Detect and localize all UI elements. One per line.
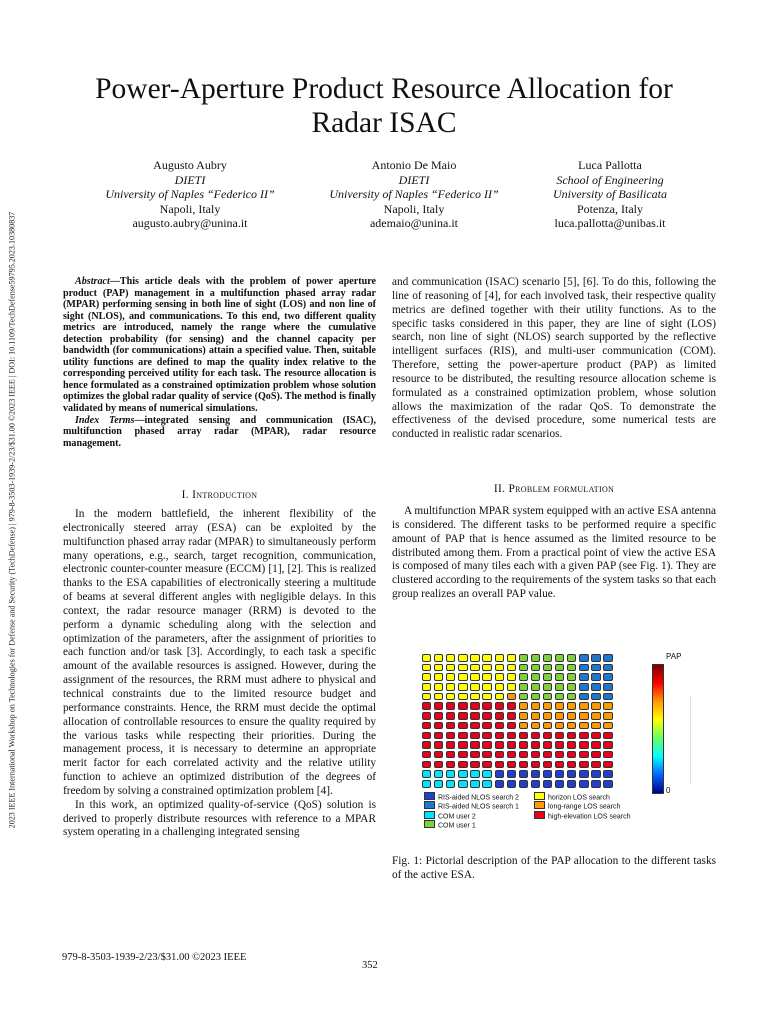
section-2-body	[392, 505, 716, 602]
esa-tile	[446, 770, 455, 778]
esa-tile	[495, 702, 504, 710]
esa-tile	[555, 761, 564, 769]
esa-tile	[543, 683, 552, 691]
figure-1-caption: Fig. 1: Pictorial description of the PAP allocation to the different tasks of the active ESA.	[392, 855, 716, 881]
esa-tile	[555, 683, 564, 691]
section-1-para-1: In the modern battlefield, the inherent flexibility of the electronically steered array (ESA) can be exploited by the multifunction phased array radar (MPAR) to simultaneously perform many operations, e.g., search, target recognition, communication, electronic counter-counter measure (ECCM) [1], [2]. This is realized thanks to the ESA capabilities of electronically steering a multitude of beams at several different angles with negligible delays. In this context, the radar resource manager (RRM) is devoted to the perform a dynamic scheduling along with the selection and optimization of the parameters, after the assignment of priorities to each function and/or task [3]. Accordingly, to each task a specific amount of the available resources is assigned. However, during the assignment of the resources, the RRM must adhere to physical and technical constraints due to the limited resource budget and performance constraints. Hence, the RRM must decide the optimal allocation of controllable resources to ensure the quality required by the various tasks while respecting their priorities. During the management process, it is necessary to determine an appropriate merit factor for each correlated activity and the relative utility function to achieve an optimized distribution of the degrees of freedom by solving a constrained optimization problem [4].	[63, 508, 376, 797]
esa-tile	[531, 693, 540, 701]
esa-tile	[458, 732, 467, 740]
author-name: Antonio De Maio	[371, 158, 457, 172]
esa-tile	[495, 693, 504, 701]
esa-tile	[434, 732, 443, 740]
esa-tile	[482, 732, 491, 740]
esa-tile	[591, 712, 600, 720]
doi-sidebar	[2, 140, 22, 900]
esa-tile	[579, 741, 588, 749]
author-city: Potenza, Italy	[577, 201, 643, 216]
esa-tile	[507, 770, 516, 778]
esa-tile	[555, 664, 564, 672]
esa-tile	[470, 673, 479, 681]
esa-tile	[446, 664, 455, 672]
esa-tile	[458, 664, 467, 672]
esa-tile	[434, 712, 443, 720]
esa-tile	[507, 732, 516, 740]
esa-tile	[446, 741, 455, 749]
esa-tile	[507, 751, 516, 759]
esa-tile	[458, 741, 467, 749]
author-email[interactable]: ademaio@unina.it	[369, 216, 459, 231]
colorbar	[652, 664, 664, 794]
author-name: Augusto Aubry	[153, 158, 227, 172]
esa-tile	[507, 673, 516, 681]
esa-tile	[446, 683, 455, 691]
author-block-3	[495, 158, 725, 231]
esa-tile	[579, 654, 588, 662]
abstract-text: —This article deals with the problem of power aperture product (PAP) management in a multifunction phased array radar (MPAR) performing sensing in both line of sight (LOS) and non line of sight (NLOS), and communications. To this end, two different quality metrics are introduced, namely the range where the cumulative detection probability (for sensing) and the channel capacity per bandwidth (for communications) attain a specified value. Then, suitable utility functions are defined to map the quality index relative to the corresponding perceived utility for each task. The resource allocation is hence formulated as a constrained optimization problem whose solution optimizes the global radar quality of service (QoS). The method is finally validated by means of numerical simulations.	[63, 276, 376, 415]
esa-tile	[507, 654, 516, 662]
legend-swatch	[424, 820, 435, 828]
esa-tile	[495, 722, 504, 730]
esa-tile	[531, 780, 540, 788]
esa-tile	[470, 751, 479, 759]
esa-tile	[495, 654, 504, 662]
esa-tile	[470, 722, 479, 730]
esa-tile	[603, 741, 612, 749]
esa-tile	[543, 751, 552, 759]
section-1-body	[63, 508, 376, 840]
tile-grid	[422, 654, 616, 790]
esa-tile	[482, 751, 491, 759]
esa-tile	[482, 664, 491, 672]
esa-tile	[567, 741, 576, 749]
esa-tile	[519, 780, 528, 788]
author-univ: University of Basilicata	[553, 187, 667, 202]
legend-label: COM user 2	[438, 813, 476, 821]
esa-tile	[591, 751, 600, 759]
esa-tile	[482, 741, 491, 749]
esa-tile	[446, 673, 455, 681]
esa-tile	[603, 780, 612, 788]
esa-tile	[531, 761, 540, 769]
esa-tile	[603, 761, 612, 769]
esa-tile	[567, 673, 576, 681]
esa-tile	[519, 732, 528, 740]
esa-tile	[591, 683, 600, 691]
esa-tile	[531, 751, 540, 759]
legend-label: high-elevation LOS search	[548, 813, 631, 821]
esa-tile	[507, 702, 516, 710]
index-terms-label: Index Terms	[75, 414, 135, 426]
esa-tile	[434, 654, 443, 662]
esa-tile	[555, 722, 564, 730]
esa-tile	[482, 702, 491, 710]
esa-tile	[519, 654, 528, 662]
author-dept: DIETI	[174, 172, 206, 187]
esa-tile	[543, 664, 552, 672]
esa-tile	[434, 702, 443, 710]
esa-tile	[458, 702, 467, 710]
esa-tile	[458, 751, 467, 759]
legend-swatch	[534, 792, 545, 800]
esa-tile	[543, 693, 552, 701]
esa-tile	[591, 693, 600, 701]
esa-tile	[422, 770, 431, 778]
doi-sidebar-text: 2023 IEEE International Workshop on Technologies for Defense and Security (TechDefense) | 979-8-3503-1939-2/23/$31.00 ©2023 IEEE | DOI: 10.1109/TechDefense59795.2023.10380837	[7, 211, 17, 829]
esa-tile	[482, 693, 491, 701]
esa-tile	[458, 693, 467, 701]
esa-tile	[434, 741, 443, 749]
esa-tile	[543, 673, 552, 681]
esa-tile	[579, 712, 588, 720]
esa-tile	[531, 683, 540, 691]
esa-tile	[531, 722, 540, 730]
esa-tile	[591, 732, 600, 740]
esa-tile	[531, 741, 540, 749]
esa-tile	[579, 664, 588, 672]
esa-tile	[567, 751, 576, 759]
esa-tile	[422, 654, 431, 662]
esa-tile	[567, 712, 576, 720]
esa-tile	[519, 751, 528, 759]
esa-tile	[446, 761, 455, 769]
author-dept: School of Engineering	[556, 172, 664, 187]
colorbar-title: PAP	[666, 652, 682, 661]
esa-tile	[555, 741, 564, 749]
esa-tile	[422, 702, 431, 710]
legend-item	[424, 820, 476, 831]
esa-tile	[482, 722, 491, 730]
esa-tile	[446, 712, 455, 720]
paper-title	[60, 72, 708, 140]
esa-tile	[507, 761, 516, 769]
abstract	[63, 276, 376, 449]
esa-tile	[422, 664, 431, 672]
esa-tile	[567, 683, 576, 691]
legend-swatch	[424, 792, 435, 800]
esa-tile	[446, 751, 455, 759]
abstract-label: Abstract	[75, 276, 110, 287]
esa-tile	[422, 712, 431, 720]
esa-tile	[567, 693, 576, 701]
author-email[interactable]: luca.pallotta@unibas.it	[554, 216, 666, 231]
section-1-para-2: In this work, an optimized quality-of-service (QoS) solution is derived to properly distribute resources with reference to a MPAR system operating in a challenging integrated sensing	[63, 798, 376, 839]
esa-tile	[422, 693, 431, 701]
esa-tile	[422, 722, 431, 730]
esa-tile	[579, 761, 588, 769]
esa-tile	[482, 780, 491, 788]
esa-tile	[579, 702, 588, 710]
esa-tile	[591, 702, 600, 710]
esa-tile	[507, 780, 516, 788]
esa-tile	[495, 732, 504, 740]
esa-tile	[543, 722, 552, 730]
esa-tile	[434, 751, 443, 759]
esa-tile	[519, 693, 528, 701]
esa-tile	[434, 673, 443, 681]
esa-tile	[495, 751, 504, 759]
esa-tile	[422, 683, 431, 691]
esa-tile	[458, 722, 467, 730]
esa-tile	[434, 683, 443, 691]
esa-tile	[495, 712, 504, 720]
esa-tile	[422, 751, 431, 759]
esa-tile	[507, 712, 516, 720]
esa-tile	[543, 780, 552, 788]
esa-tile	[470, 780, 479, 788]
esa-tile	[519, 722, 528, 730]
esa-tile	[555, 654, 564, 662]
esa-tile	[470, 664, 479, 672]
esa-tile	[579, 780, 588, 788]
esa-tile	[434, 780, 443, 788]
section-2-para-1: A multifunction MPAR system equipped with an active ESA antenna is considered. The different tasks to be performed require a specific amount of PAP that is hence assumed as the limited resource to be distributed among them. From a practical point of view the active ESA is composed of many tiles each with a given PAP (see Fig. 1). They are clustered according to the requirements of the system tasks so that each group realizes an overall PAP value.	[392, 505, 716, 601]
esa-tile	[591, 780, 600, 788]
esa-tile	[603, 664, 612, 672]
esa-tile	[591, 654, 600, 662]
esa-tile	[591, 664, 600, 672]
esa-tile	[470, 683, 479, 691]
legend-label: COM user 1	[438, 822, 476, 830]
esa-tile	[495, 683, 504, 691]
esa-tile	[458, 683, 467, 691]
legend-label: RIS-aided NLOS search 2	[438, 794, 519, 802]
esa-tile	[470, 761, 479, 769]
esa-tile	[434, 693, 443, 701]
legend-label: horizon LOS search	[548, 794, 610, 802]
esa-tile	[579, 722, 588, 730]
esa-tile	[567, 780, 576, 788]
esa-tile	[555, 780, 564, 788]
author-univ: University of Naples “Federico II”	[329, 187, 499, 202]
esa-tile	[470, 693, 479, 701]
legend-swatch	[424, 811, 435, 819]
esa-tile	[519, 761, 528, 769]
esa-tile	[543, 770, 552, 778]
esa-tile	[446, 702, 455, 710]
esa-tile	[543, 732, 552, 740]
esa-tile	[531, 770, 540, 778]
esa-tile	[446, 722, 455, 730]
esa-tile	[579, 683, 588, 691]
esa-tile	[495, 664, 504, 672]
esa-tile	[567, 770, 576, 778]
esa-tile	[567, 654, 576, 662]
title-line-1: Power-Aperture Product Resource Allocation for	[95, 73, 673, 105]
legend-item	[534, 811, 631, 822]
esa-tile	[519, 702, 528, 710]
author-email[interactable]: augusto.aubry@unina.it	[132, 216, 248, 231]
esa-tile	[470, 732, 479, 740]
esa-tile	[555, 770, 564, 778]
esa-tile	[482, 761, 491, 769]
esa-tile	[434, 664, 443, 672]
esa-tile	[603, 770, 612, 778]
esa-tile	[434, 722, 443, 730]
esa-tile	[507, 664, 516, 672]
esa-tile	[446, 693, 455, 701]
author-name: Luca Pallotta	[578, 158, 642, 172]
esa-tile	[482, 673, 491, 681]
esa-tile	[495, 673, 504, 681]
legend-label: RIS-aided NLOS search 1	[438, 803, 519, 811]
esa-tile	[555, 712, 564, 720]
page-number: 352	[362, 960, 378, 971]
esa-tile	[603, 722, 612, 730]
esa-tile	[495, 780, 504, 788]
esa-tile	[603, 751, 612, 759]
esa-tile	[603, 693, 612, 701]
legend-swatch	[534, 811, 545, 819]
esa-tile	[422, 741, 431, 749]
esa-tile	[543, 761, 552, 769]
esa-tile	[591, 673, 600, 681]
esa-tile	[603, 712, 612, 720]
esa-tile	[458, 780, 467, 788]
esa-tile	[591, 770, 600, 778]
esa-tile	[482, 654, 491, 662]
esa-tile	[567, 761, 576, 769]
esa-tile	[567, 732, 576, 740]
esa-tile	[519, 770, 528, 778]
esa-tile	[458, 654, 467, 662]
section-1-heading: I. Introduction	[181, 489, 258, 501]
author-city: Napoli, Italy	[383, 201, 445, 216]
author-dept: DIETI	[398, 172, 430, 187]
title-line-2: Radar ISAC	[311, 107, 457, 139]
section-2-heading: II. Problem formulation	[493, 483, 615, 495]
esa-tile	[603, 732, 612, 740]
esa-tile	[422, 761, 431, 769]
esa-tile	[495, 741, 504, 749]
esa-tile	[519, 712, 528, 720]
esa-tile	[458, 712, 467, 720]
esa-tile	[531, 664, 540, 672]
esa-tile	[603, 673, 612, 681]
right-intro-body	[392, 276, 716, 442]
esa-tile	[531, 673, 540, 681]
esa-tile	[422, 780, 431, 788]
esa-tile	[591, 722, 600, 730]
esa-tile	[543, 712, 552, 720]
esa-tile	[507, 693, 516, 701]
esa-tile	[519, 664, 528, 672]
esa-tile	[458, 770, 467, 778]
colorbar-min-label: 0	[666, 786, 671, 795]
esa-tile	[543, 654, 552, 662]
esa-tile	[507, 683, 516, 691]
esa-tile	[555, 693, 564, 701]
esa-tile	[591, 761, 600, 769]
esa-tile	[603, 683, 612, 691]
legend-label: long-range LOS search	[548, 803, 621, 811]
esa-tile	[603, 702, 612, 710]
esa-tile	[458, 761, 467, 769]
right-intro-para: and communication (ISAC) scenario [5], [6]. To do this, following the line of reasoning of [4], for each involved task, their respective quality metrics are defined together with their utility functions. As to the specific tasks considered in this paper, they are line of sight (LOS) search, non line of sight (NLOS) search supported by the reflective intelligent surfaces (RIS), and multi-user communication (COM). Therefore, setting the power-aperture product (PAP) as limited resource to be distributed, the resulting resource allocation scheme is formulated as a constrained optimization problem, whose solution allows the maximization of the radar QoS. To demonstrate the effectiveness of the devised procedure, some numerical tests are conducted in realistic radar scenarios.	[392, 276, 716, 441]
esa-tile	[507, 741, 516, 749]
esa-tile	[603, 654, 612, 662]
esa-tile	[446, 732, 455, 740]
legend-swatch	[534, 801, 545, 809]
esa-tile	[531, 712, 540, 720]
esa-tile	[543, 702, 552, 710]
esa-tile	[434, 761, 443, 769]
esa-tile	[579, 673, 588, 681]
esa-tile	[567, 664, 576, 672]
esa-tile	[470, 712, 479, 720]
esa-tile	[531, 654, 540, 662]
esa-tile	[470, 741, 479, 749]
esa-tile	[567, 722, 576, 730]
esa-tile	[519, 673, 528, 681]
esa-tile	[446, 780, 455, 788]
esa-tile	[495, 761, 504, 769]
esa-tile	[495, 770, 504, 778]
author-block-1	[75, 158, 305, 231]
esa-tile	[458, 673, 467, 681]
esa-tile	[446, 654, 455, 662]
esa-tile	[579, 751, 588, 759]
esa-tile	[591, 741, 600, 749]
esa-tile	[507, 722, 516, 730]
esa-tile	[519, 683, 528, 691]
esa-tile	[579, 693, 588, 701]
esa-tile	[531, 732, 540, 740]
esa-tile	[470, 770, 479, 778]
esa-tile	[567, 702, 576, 710]
esa-tile	[422, 732, 431, 740]
author-city: Napoli, Italy	[159, 201, 221, 216]
esa-tile	[482, 683, 491, 691]
esa-tile	[422, 673, 431, 681]
footer-copyright: 979-8-3503-1939-2/23/$31.00 ©2023 IEEE	[62, 952, 247, 963]
index-terms-text: —integrated sensing and communication (ISAC), multifunction phased array radar (MPAR), radar resource management.	[63, 414, 376, 449]
esa-tile	[555, 702, 564, 710]
esa-tile	[555, 751, 564, 759]
esa-tile	[482, 770, 491, 778]
esa-tile	[543, 741, 552, 749]
esa-tile	[555, 732, 564, 740]
legend-swatch	[424, 801, 435, 809]
esa-tile	[434, 770, 443, 778]
author-univ: University of Naples “Federico II”	[105, 187, 275, 202]
esa-tile	[482, 712, 491, 720]
esa-tile	[555, 673, 564, 681]
esa-tile	[579, 732, 588, 740]
esa-tile	[470, 702, 479, 710]
esa-tile	[470, 654, 479, 662]
colorbar-shadow-line	[690, 696, 691, 784]
esa-tile	[531, 702, 540, 710]
esa-tile	[519, 741, 528, 749]
figure-1	[420, 646, 720, 836]
esa-tile	[579, 770, 588, 778]
